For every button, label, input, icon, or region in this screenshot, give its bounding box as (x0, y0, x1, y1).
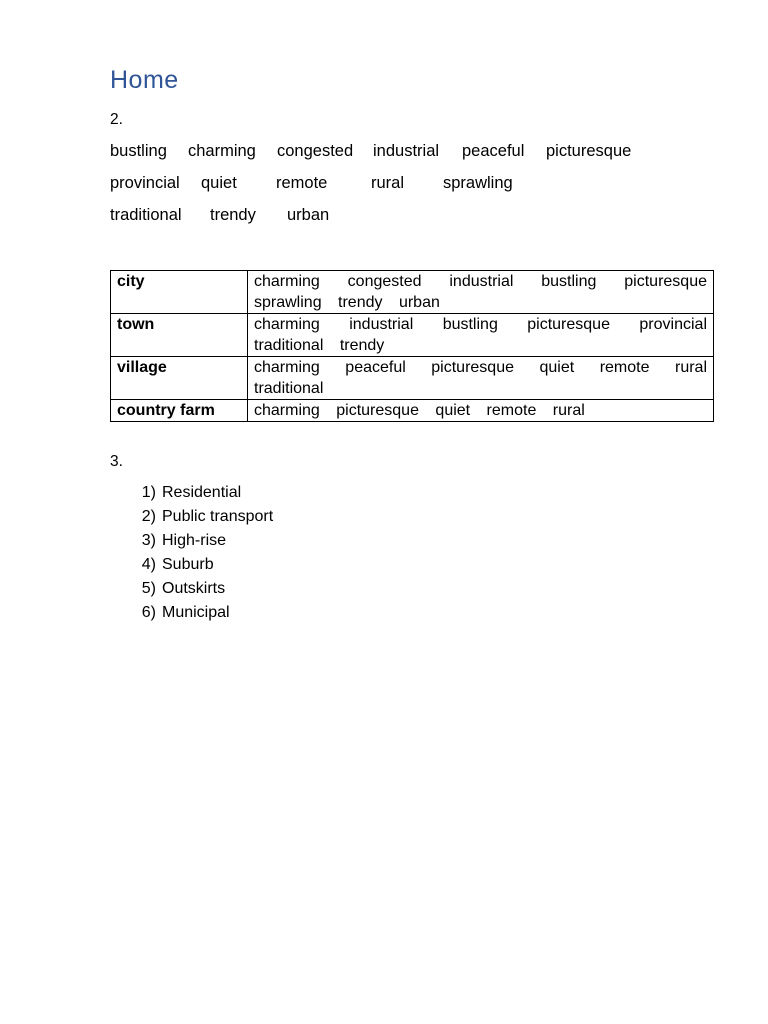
table-row (111, 314, 714, 357)
exercise-2-number: 2. (110, 111, 123, 128)
word-bank-item: bustling (110, 142, 167, 160)
words-cell: charming industrial bustling picturesque provincial traditional trendy (248, 314, 714, 357)
list-item-index: 1) (141, 484, 156, 501)
word-bank-item: urban (287, 206, 330, 224)
list-item (110, 506, 273, 530)
list-item (110, 530, 273, 554)
list-item-text: Municipal (162, 604, 230, 621)
exercise-3-number: 3. (110, 453, 123, 470)
category-cell: city (111, 271, 248, 314)
list-item (110, 482, 273, 506)
word-bank-item: quiet (201, 174, 237, 192)
list-item-text: Public transport (162, 508, 274, 525)
word-bank-item: traditional (110, 206, 182, 224)
category-cell: village (111, 357, 248, 400)
word-bank-item: trendy (210, 206, 256, 224)
list-item (110, 602, 273, 626)
list-item-index: 4) (141, 556, 156, 573)
word-bank-item: congested (277, 142, 354, 160)
list-item-text: High-rise (162, 532, 227, 549)
word-bank-item: sprawling (443, 174, 513, 192)
word-bank-item: picturesque (546, 142, 632, 160)
terms-list (110, 482, 273, 626)
word-bank-item: charming (188, 142, 256, 160)
category-cell: country farm (111, 400, 248, 422)
list-item-text: Outskirts (162, 580, 226, 597)
table-row (111, 400, 714, 422)
list-item-index: 2) (141, 508, 156, 525)
list-item (110, 554, 273, 578)
table-row (111, 357, 714, 400)
word-bank-item: peaceful (462, 142, 525, 160)
list-item-text: Residential (162, 484, 242, 501)
category-cell: town (111, 314, 248, 357)
words-cell: charming picturesque quiet remote rural (248, 400, 714, 422)
word-bank-item: rural (371, 174, 405, 192)
list-item-index: 3) (141, 532, 156, 549)
list-item-index: 6) (141, 604, 156, 621)
list-item (110, 578, 273, 602)
word-bank-item: provincial (110, 174, 180, 192)
table-row (111, 271, 714, 314)
words-cell: charming peaceful picturesque quiet remote rural traditional (248, 357, 714, 400)
words-cell: charming congested industrial bustling picturesque sprawling trendy urban (248, 271, 714, 314)
list-item-text: Suburb (162, 556, 214, 573)
list-item-index: 5) (141, 580, 156, 597)
classification-table (110, 270, 714, 422)
word-bank-item: remote (276, 174, 328, 192)
page-title: Home (110, 66, 179, 94)
word-bank-item: industrial (373, 142, 440, 160)
